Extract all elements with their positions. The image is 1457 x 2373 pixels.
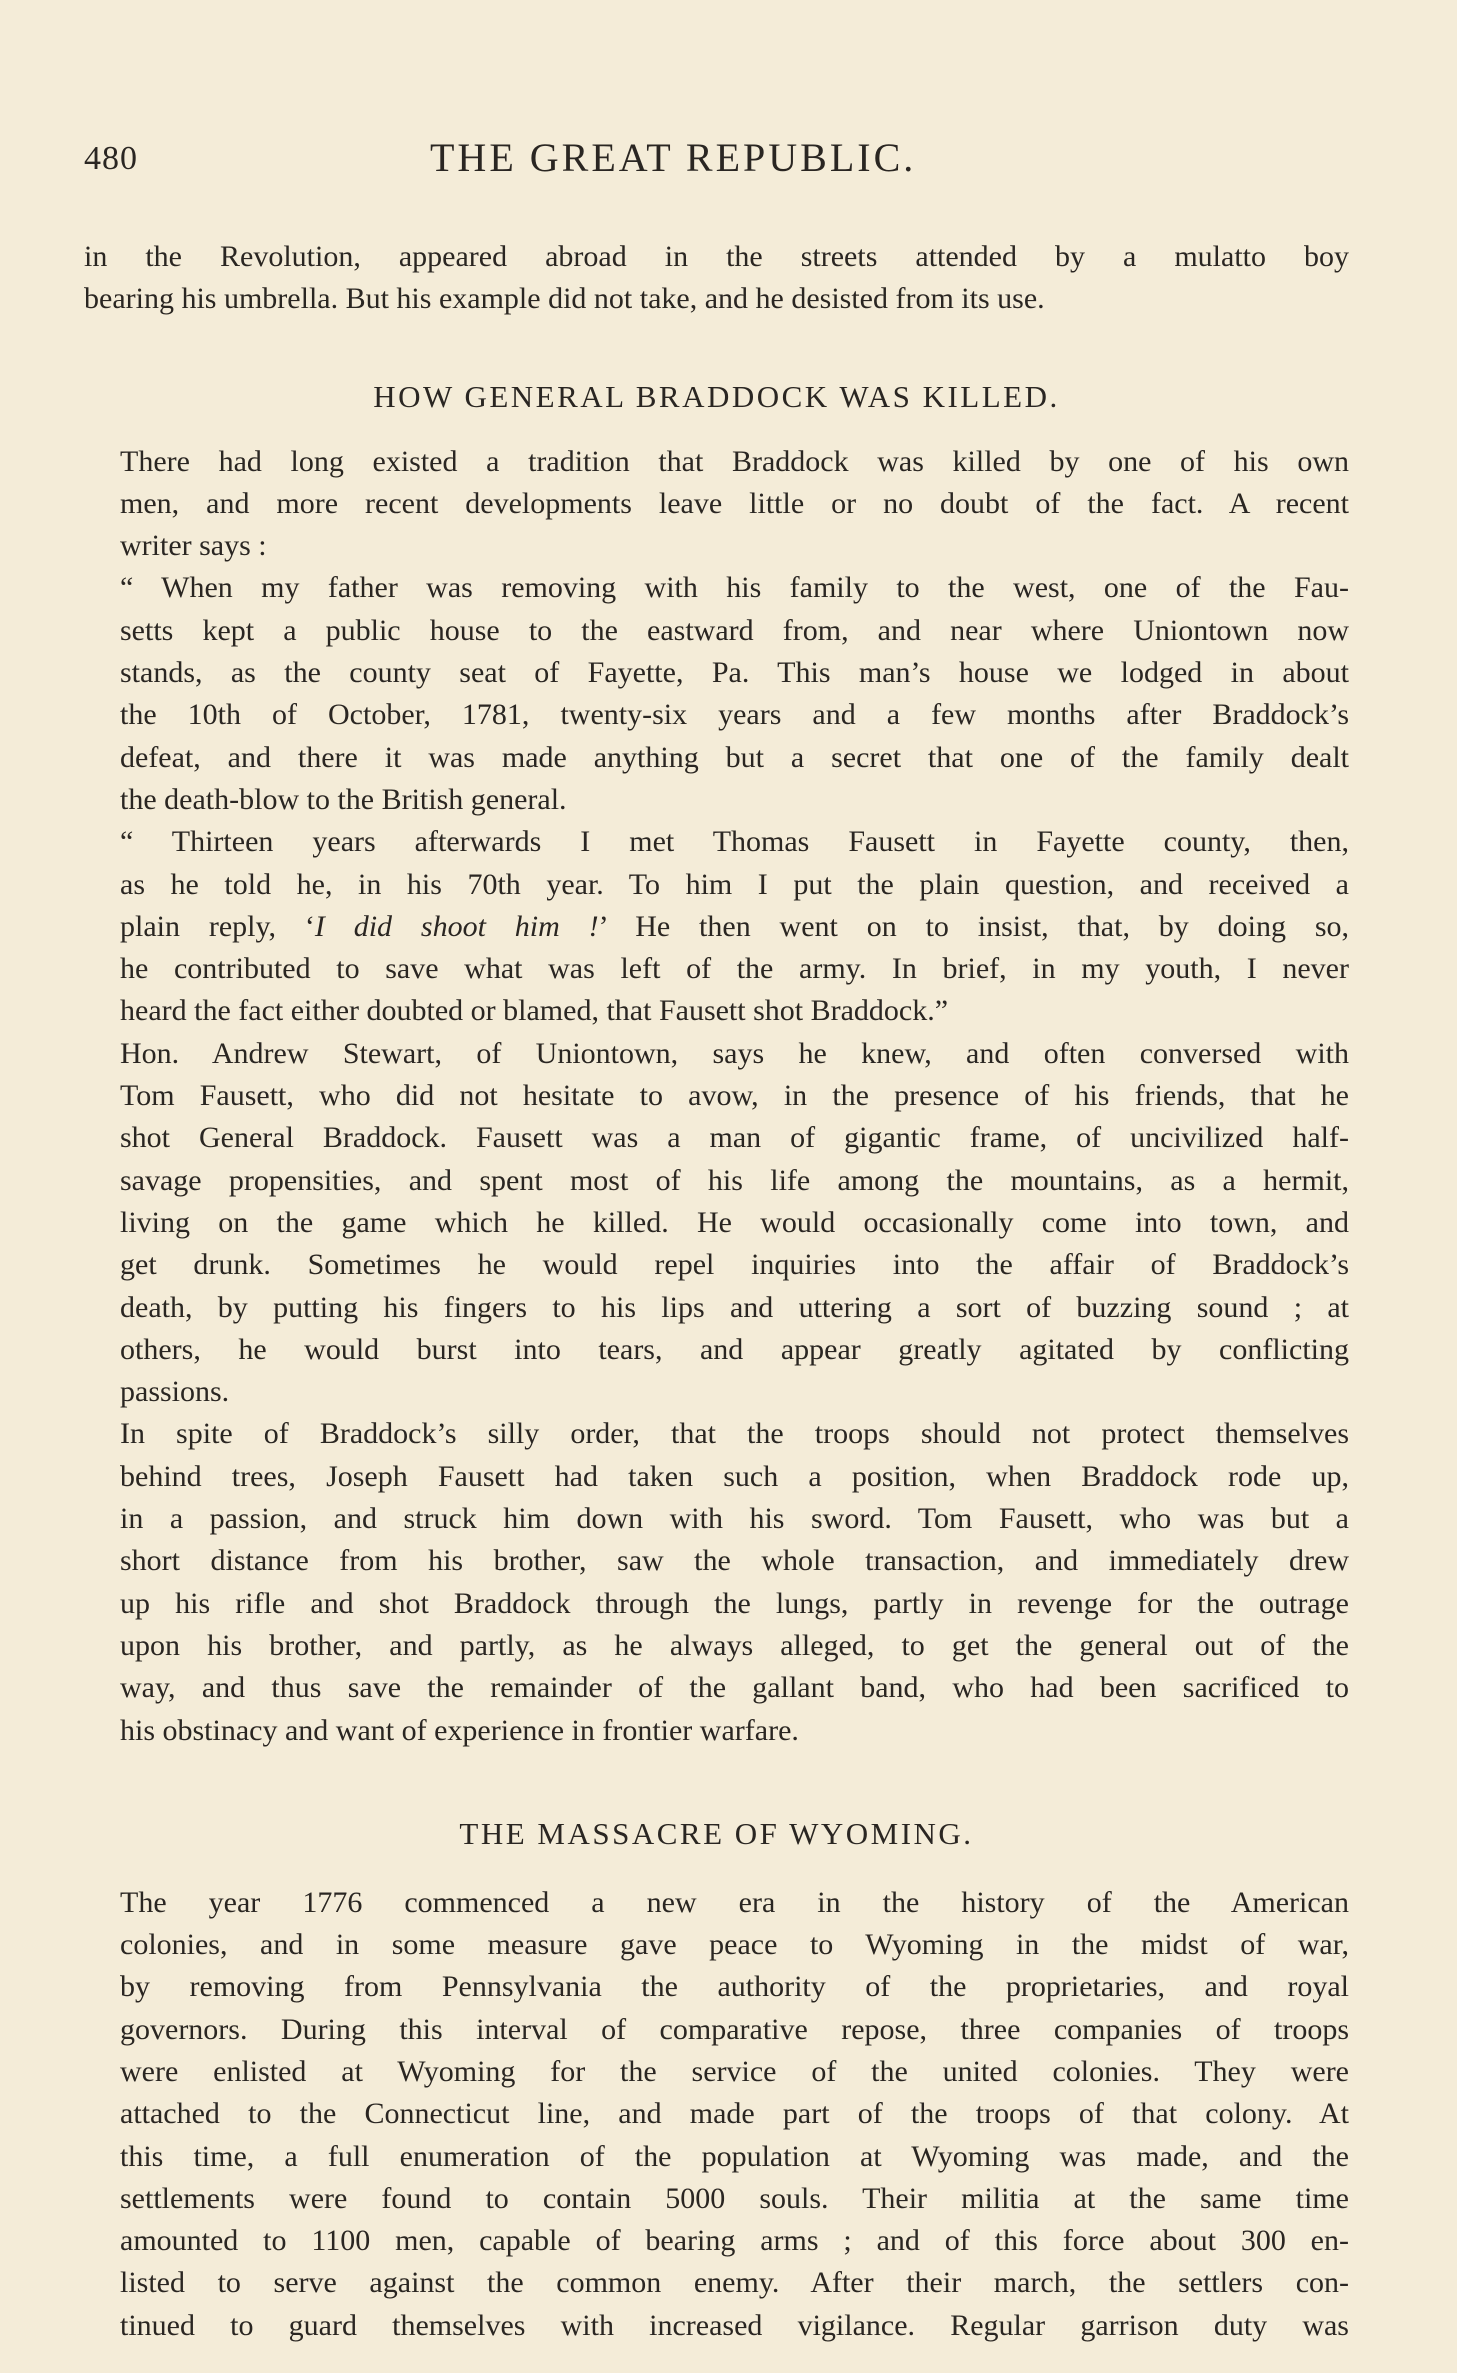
text-line: heard the fact either doubted or blamed, that Fausett shot Braddock.” xyxy=(120,994,949,1028)
text-line: as he told he, in his 70th year. To him I put the plain question, and received a xyxy=(120,867,1349,901)
text-line: get drunk. Sometimes he would repel inquiries into the affair of Braddock’s xyxy=(120,1248,1349,1282)
text-line: shot General Braddock. Fausett was a man of gigantic frame, of uncivilized half- xyxy=(120,1121,1349,1155)
text-line: governors. During this interval of comparative repose, three companies of troops xyxy=(120,2012,1349,2046)
text-line: passions. xyxy=(120,1375,230,1409)
text-line: attached to the Connecticut line, and made part of the troops of that colony. At xyxy=(120,2097,1349,2131)
page-number: 480 xyxy=(84,140,138,177)
text-line: upon his brother, and partly, as he always alleged, to get the general out of the xyxy=(120,1628,1349,1662)
text-line: the death-blow to the British general. xyxy=(120,782,567,816)
text-line: There had long existed a tradition that Braddock was killed by one of his own xyxy=(120,444,1349,478)
paragraph-silly-order xyxy=(84,1413,1349,1751)
text-line: others, he would burst into tears, and appear greatly agitated by conflicting xyxy=(120,1332,1349,1366)
text-line: listed to serve against the common enemy. After their march, the settlers con- xyxy=(120,2266,1349,2300)
text-line: living on the game which he killed. He would occasionally come into town, and xyxy=(120,1205,1349,1239)
text-line: men, and more recent developments leave little or no doubt of the fact. A recent xyxy=(120,486,1349,520)
text-line: The year 1776 commenced a new era in the history of the American xyxy=(120,1885,1349,1919)
text-line: short distance from his brother, saw the whole transaction, and immediately drew xyxy=(120,1544,1349,1578)
text-line: amounted to 1100 men, capable of bearing arms ; and of this force about 300 en- xyxy=(120,2224,1349,2258)
text-line: writer says : xyxy=(120,529,267,563)
text-line: In spite of Braddock’s silly order, that the troops should not protect themselves xyxy=(120,1417,1349,1451)
paragraph-quote-father xyxy=(84,567,1349,821)
text-line: this time, a full enumeration of the population at Wyoming was made, and the xyxy=(120,2139,1349,2173)
text-line: his obstinacy and want of experience in frontier warfare. xyxy=(120,1713,799,1747)
text-line: by removing from Pennsylvania the authority of the proprietaries, and royal xyxy=(120,1970,1349,2004)
italic-quote: I did shoot him ! xyxy=(314,909,599,943)
text-fragment: plain reply, ‘ xyxy=(120,909,315,943)
text-line: “ Thirteen years afterwards I met Thomas Fausett in Fayette county, then, xyxy=(120,825,1349,859)
text-line: Tom Fausett, who did not hesitate to avow, in the presence of his friends, that he xyxy=(120,1079,1349,1113)
text-line: up his rifle and shot Braddock through the lungs, partly in revenge for the outrage xyxy=(120,1586,1349,1620)
book-page xyxy=(84,120,1349,2347)
text-line: colonies, and in some measure gave peace to Wyoming in the midst of war, xyxy=(120,1928,1349,1962)
text-line: tinued to guard themselves with increased vigilance. Regular garrison duty was xyxy=(120,2308,1349,2342)
text-line: in a passion, and struck him down with his sword. Tom Fausett, who was but a xyxy=(120,1502,1349,1536)
running-head xyxy=(84,120,1349,200)
text-line: he contributed to save what was left of the army. In brief, in my youth, I never xyxy=(120,952,1349,986)
text-line: death, by putting his fingers to his lips and uttering a sort of buzzing sound ; at xyxy=(120,1290,1349,1324)
text-line: Hon. Andrew Stewart, of Uniontown, says he knew, and often conversed with xyxy=(120,1036,1349,1070)
running-title: THE GREAT REPUBLIC. xyxy=(430,135,917,180)
text-line: bearing his umbrella. But his example did not take, and he desisted from its use. xyxy=(84,282,1045,316)
text-line: setts kept a public house to the eastward from, and near where Uniontown now xyxy=(120,613,1349,647)
text-line: were enlisted at Wyoming for the service of the united colonies. They were xyxy=(120,2054,1349,2088)
text-line: stands, as the county seat of Fayette, Pa. This man’s house we lodged in about xyxy=(120,656,1349,690)
section-heading-wyoming: THE MASSACRE OF WYOMING. xyxy=(459,1815,974,1851)
paragraph-tradition xyxy=(84,441,1349,568)
text-line: savage propensities, and spent most of his life among the mountains, as a hermit, xyxy=(120,1163,1349,1197)
text-line: defeat, and there it was made anything but a secret that one of the family dealt xyxy=(120,740,1349,774)
text-fragment: ’ He then went on to insist, that, by doing so, xyxy=(598,909,1349,943)
text-line: way, and thus save the remainder of the gallant band, who had been sacrificed to xyxy=(120,1671,1349,1705)
text-line-with-italic xyxy=(84,906,1349,948)
text-line: settlements were found to contain 5000 souls. Their militia at the same time xyxy=(120,2181,1349,2215)
text-line: in the Revolution, appeared abroad in the streets attended by a mulatto boy xyxy=(84,240,1349,273)
section-heading-braddock: HOW GENERAL BRADDOCK WAS KILLED. xyxy=(373,378,1060,414)
intro-paragraph xyxy=(84,236,1349,321)
paragraph-quote-thirteen-years xyxy=(84,821,1349,1032)
paragraph-andrew-stewart xyxy=(84,1033,1349,1414)
text-line: the 10th of October, 1781, twenty-six years and a few months after Braddock’s xyxy=(120,698,1349,732)
paragraph-year-1776 xyxy=(84,1882,1349,2347)
text-line: behind trees, Joseph Fausett had taken such a position, when Braddock rode up, xyxy=(120,1459,1349,1493)
text-line: “ When my father was removing with his family to the west, one of the Fau- xyxy=(120,571,1349,605)
